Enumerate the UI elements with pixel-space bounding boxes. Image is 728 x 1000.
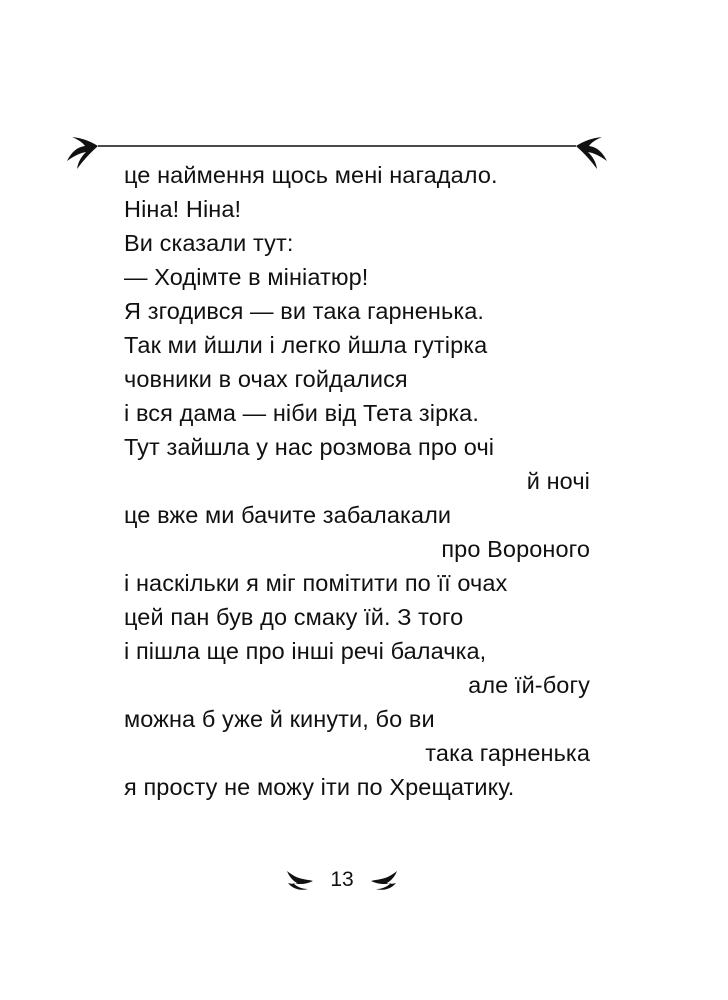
poem-line: про Вороного <box>441 536 590 562</box>
swallow-left-icon <box>67 137 98 169</box>
poem-line: і пішла ще про інші речі балачка, <box>124 638 487 664</box>
swallow-right-icon <box>370 868 398 892</box>
poem-line: це вже ми бачите забалакали <box>124 502 452 528</box>
page-number: 13 <box>330 868 354 891</box>
poem-line: я просту не можу іти по Хрещатику. <box>124 774 515 800</box>
poem-line: Ніна! Ніна! <box>124 196 242 222</box>
poem-line: човники в очах гойдалися <box>124 366 408 392</box>
poem-line: цей пан був до смаку їй. З того <box>124 604 464 630</box>
poem-text <box>124 158 590 804</box>
poem-line: й ночі <box>526 468 590 494</box>
poem-line: Тут зайшла у нас розмова про очі <box>124 434 495 460</box>
poem-line: і наскільки я міг помітити по її очах <box>124 570 508 596</box>
poem-line: можна б уже й кинути, бо ви <box>124 706 435 732</box>
poem-line: і вся дама — ніби від Тета зірка. <box>124 400 479 426</box>
poem-line: — Ходімте в мініатюр! <box>124 264 369 290</box>
poem-line: це наймення щось мені нагадало. <box>124 162 498 188</box>
poem-line: така гарненька <box>425 740 590 766</box>
poem-line: але їй-богу <box>468 672 590 698</box>
poem-line: Так ми йшли і легко йшла гутірка <box>124 332 488 358</box>
poem-line: Ви сказали тут: <box>124 230 294 256</box>
poem-line: Я згодився — ви така гарненька. <box>124 298 485 324</box>
page-number-block <box>280 860 404 900</box>
swallow-left-icon <box>286 868 314 892</box>
